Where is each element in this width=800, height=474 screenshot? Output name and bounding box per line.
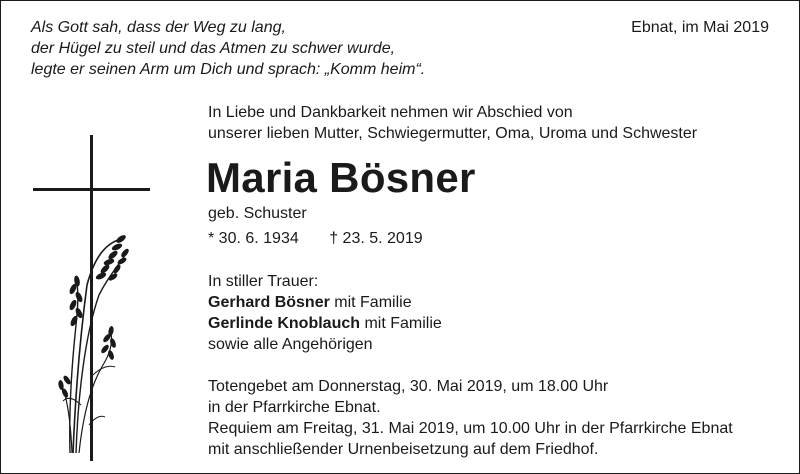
cross-icon — [33, 135, 150, 461]
death-date: † 23. 5. 2019 — [329, 230, 423, 247]
service-line: in der Pfarrkirche Ebnat. — [208, 399, 381, 416]
place-date: Ebnat, im Mai 2019 — [631, 19, 769, 36]
poem-line: der Hügel zu steil und das Atmen zu schwer wurde, — [31, 40, 396, 57]
mourners-heading: In stiller Trauer: — [208, 273, 319, 290]
mourner-name: Gerhard Bösner — [208, 294, 330, 311]
service-line: Requiem am Freitag, 31. Mai 2019, um 10.00 Uhr in der Pfarrkirche Ebnat — [208, 420, 733, 437]
maiden-name: geb. Schuster — [208, 205, 307, 222]
service-line: Totengebet am Donnerstag, 30. Mai 2019, um 18.00 Uhr — [208, 378, 609, 395]
mourner-suffix: mit Familie — [360, 315, 442, 332]
intro-line: In Liebe und Dankbarkeit nehmen wir Abschied von — [208, 104, 573, 121]
birth-date: * 30. 6. 1934 — [208, 230, 299, 247]
mourner-name: Gerlinde Knoblauch — [208, 315, 361, 332]
service-line: mit anschließender Urnenbeisetzung auf dem Friedhof. — [208, 441, 599, 458]
mourners-block — [208, 271, 442, 355]
wheat-icon — [58, 234, 129, 453]
deceased-name: Maria Bösner — [206, 154, 476, 201]
cross-with-wheat — [29, 135, 159, 465]
mourner-suffix: mit Familie — [329, 294, 412, 311]
life-dates — [208, 228, 423, 249]
intro-line: unserer lieben Mutter, Schwiegermutter, Oma, Uroma und Schwester — [208, 125, 698, 142]
farewell-intro — [208, 102, 697, 144]
mourners-closing: sowie alle Angehörigen — [208, 336, 373, 353]
memorial-poem — [31, 17, 425, 80]
mourner-entry — [208, 313, 442, 334]
poem-line: legte er seinen Arm um Dich und sprach: „Komm heim“. — [31, 61, 426, 78]
service-details — [208, 376, 733, 460]
poem-line: Als Gott sah, dass der Weg zu lang, — [31, 19, 286, 36]
mourner-entry — [208, 292, 442, 313]
